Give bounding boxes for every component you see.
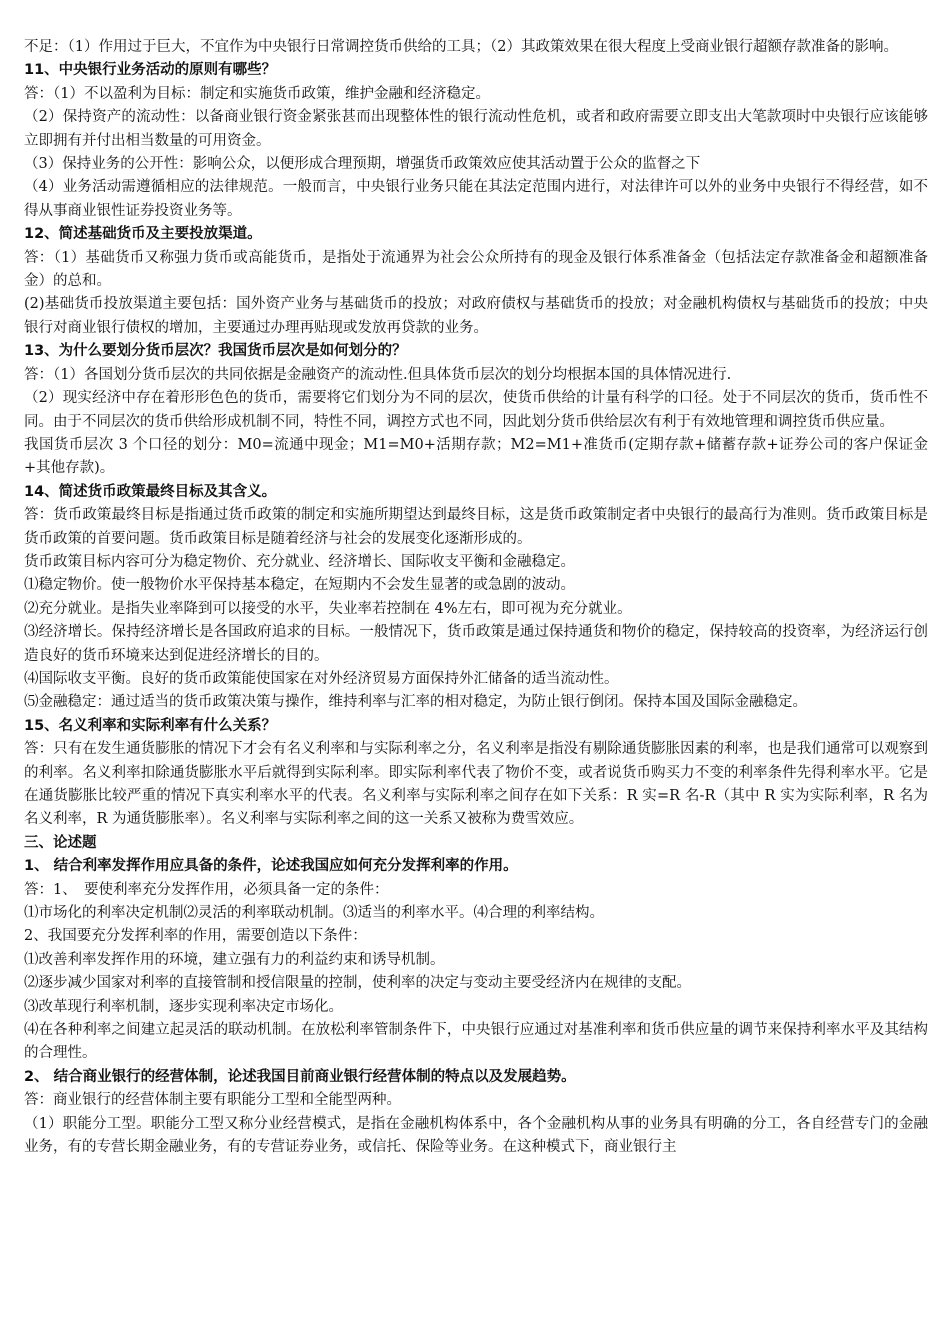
paragraph: 我国货币层次 3 个口径的划分：M0=流通中现金；M1=M0+活期存款；M2=M1+准货币(定期存款+储蓄存款+证券公司的客户保证金+其他存款)。	[24, 436, 928, 477]
paragraph: 答：1、 要使利率充分发挥作用，必须具备一定的条件：	[24, 881, 389, 898]
paragraph: ⑴改善利率发挥作用的环境，建立强有力的利益约束和诱导机制。	[24, 951, 445, 968]
paragraph: （2）现实经济中存在着形形色色的货币，需要将它们划分为不同的层次，使货币供给的计量有科学的口径。处于不同层次的货币，货币性不同。由于不同层次的货币供给形成机制不同，特性不同，调控方式也不同，因此划分货币供给层次有利于有效地管理和调控货币供应量。	[24, 390, 928, 430]
section-heading: 13、为什么要划分货币层次？我国货币层次是如何划分的？	[24, 343, 407, 360]
paragraph: 货币政策目标内容可分为稳定物价、充分就业、经济增长、国际收支平衡和金融稳定。	[24, 553, 575, 570]
paragraph: 2、我国要充分发挥利率的作用，需要创造以下条件：	[24, 928, 367, 945]
section-heading: 1、 结合利率发挥作用应具备的条件，论述我国应如何充分发挥利率的作用。	[24, 858, 518, 875]
paragraph: （4）业务活动需遵循相应的法律规范。一般而言，中央银行业务只能在其法定范围内进行，对法律许可以外的业务中央银行不得经营，如不得从事商业银性证券投资业务等。	[24, 179, 928, 219]
section-heading: 三、论述题	[24, 834, 97, 851]
paragraph: (2)基础货币投放渠道主要包括：国外资产业务与基础货币的投放；对政府债权与基础货币的投放；对金融机构债权与基础货币的投放；中央银行对商业银行债权的增加，主要通过办理再贴现或发放再贷款的业务。	[24, 296, 928, 336]
section-heading: 15、名义利率和实际利率有什么关系？	[24, 717, 277, 734]
paragraph: 不足：（1）作用过于巨大，不宜作为中央银行日常调控货币供给的工具；（2）其政策效果在很大程度上受商业银行超额存款准备的影响。	[24, 39, 898, 55]
paragraph: 答：商业银行的经营体制主要有职能分工型和全能型两种。	[24, 1092, 401, 1109]
paragraph: ⑸金融稳定：通过适当的货币政策决策与操作，维持利率与汇率的相对稳定，为防止银行倒闭。保持本国及国际金融稳定。	[24, 694, 807, 711]
section-heading: 14、简述货币政策最终目标及其含义。	[24, 483, 277, 500]
paragraph: 答：（1）各国划分货币层次的共同依据是金融资产的流动性.但具体货币层次的划分均根据本国的具体情况进行.	[24, 366, 732, 383]
paragraph: ⑶改革现行利率机制，逐步实现利率决定市场化。	[24, 998, 343, 1015]
paragraph: 答：只有在发生通货膨胀的情况下才会有名义利率和与实际利率之分，名义利率是指没有剔除通货膨胀因素的利率，也是我们通常可以观察到的利率。名义利率扣除通货膨胀水平后就得到实际利率。即实际利率代表了物价不变，或者说货币购买力不变的利率条件先得利率水平。它是在通货膨胀比较严重的情况下真实利率水平的代表。名义利率与实际利率之间存在如下关系：R 实=R 名-R（其中 R 实为实际利率，R 名为名义利率，R 为通货膨胀率）。名义利率与实际利率之间的这一关系又被称为费雪效应。	[24, 741, 928, 828]
paragraph: 答：（1）基础货币又称强力货币或高能货币，是指处于流通界为社会公众所持有的现金及银行体系准备金（包括法定存款准备金和超额准备金）的总和。	[24, 249, 928, 290]
section-heading: 2、 结合商业银行的经营体制，论述我国目前商业银行经营体制的特点以及发展趋势。	[24, 1068, 576, 1085]
paragraph: 答：（1）不以盈利为目标：制定和实施货币政策，维护金融和经济稳定。	[24, 85, 490, 102]
section-heading: 11、中央银行业务活动的原则有哪些？	[24, 62, 277, 79]
paragraph: ⑵逐步减少国家对利率的直接管制和授信限量的控制，使利率的决定与变动主要受经济内在规律的支配。	[24, 975, 691, 992]
paragraph: ⑷在各种利率之间建立起灵活的联动机制。在放松利率管制条件下，中央银行应通过对基准利率和货币供应量的调节来保持利率水平及其结构的合理性。	[24, 1022, 928, 1062]
paragraph: （3）保持业务的公开性：影响公众，以便形成合理预期，增强货币政策效应使其活动置于公众的监督之下	[24, 156, 701, 173]
paragraph: ⑶经济增长。保持经济增长是各国政府追求的目标。一般情况下，货币政策是通过保持通货和物价的稳定，保持较高的投资率，为经济运行创造良好的货币环境来达到促进经济增长的目的。	[24, 624, 928, 664]
section-heading: 12、简述基础货币及主要投放渠道。	[24, 226, 262, 243]
paragraph: （2）保持资产的流动性：以备商业银行资金紧张甚而出现整体性的银行流动性危机，或者和政府需要立即支出大笔款项时中央银行应该能够立即拥有并付出相当数量的可用资金。	[24, 109, 928, 149]
paragraph: ⑵充分就业。是指失业率降到可以接受的水平，失业率若控制在 4%左右，即可视为充分就业。	[24, 600, 632, 617]
paragraph: ⑷国际收支平衡。良好的货币政策能使国家在对外经济贸易方面保持外汇储备的适当流动性。	[24, 670, 619, 687]
paragraph: ⑴市场化的利率决定机制⑵灵活的利率联动机制。⑶适当的利率水平。⑷合理的利率结构。	[24, 905, 604, 922]
paragraph: 答：货币政策最终目标是指通过货币政策的制定和实施所期望达到最终目标，这是货币政策制定者中央银行的最高行为准则。货币政策目标是货币政策的首要问题。货币政策目标是随着经济与社会的发展变化逐渐形成的。	[24, 507, 928, 547]
document-body	[24, 36, 928, 1160]
paragraph: ⑴稳定物价。使一般物价水平保持基本稳定，在短期内不会发生显著的或急剧的波动。	[24, 577, 575, 594]
paragraph: （1）职能分工型。职能分工型又称分业经营模式，是指在金融机构体系中，各个金融机构从事的业务具有明确的分工，各自经营专门的金融业务，有的专营长期金融业务，有的专营证券业务，或信托、保险等业务。在这种模式下，商业银行主	[24, 1115, 928, 1156]
